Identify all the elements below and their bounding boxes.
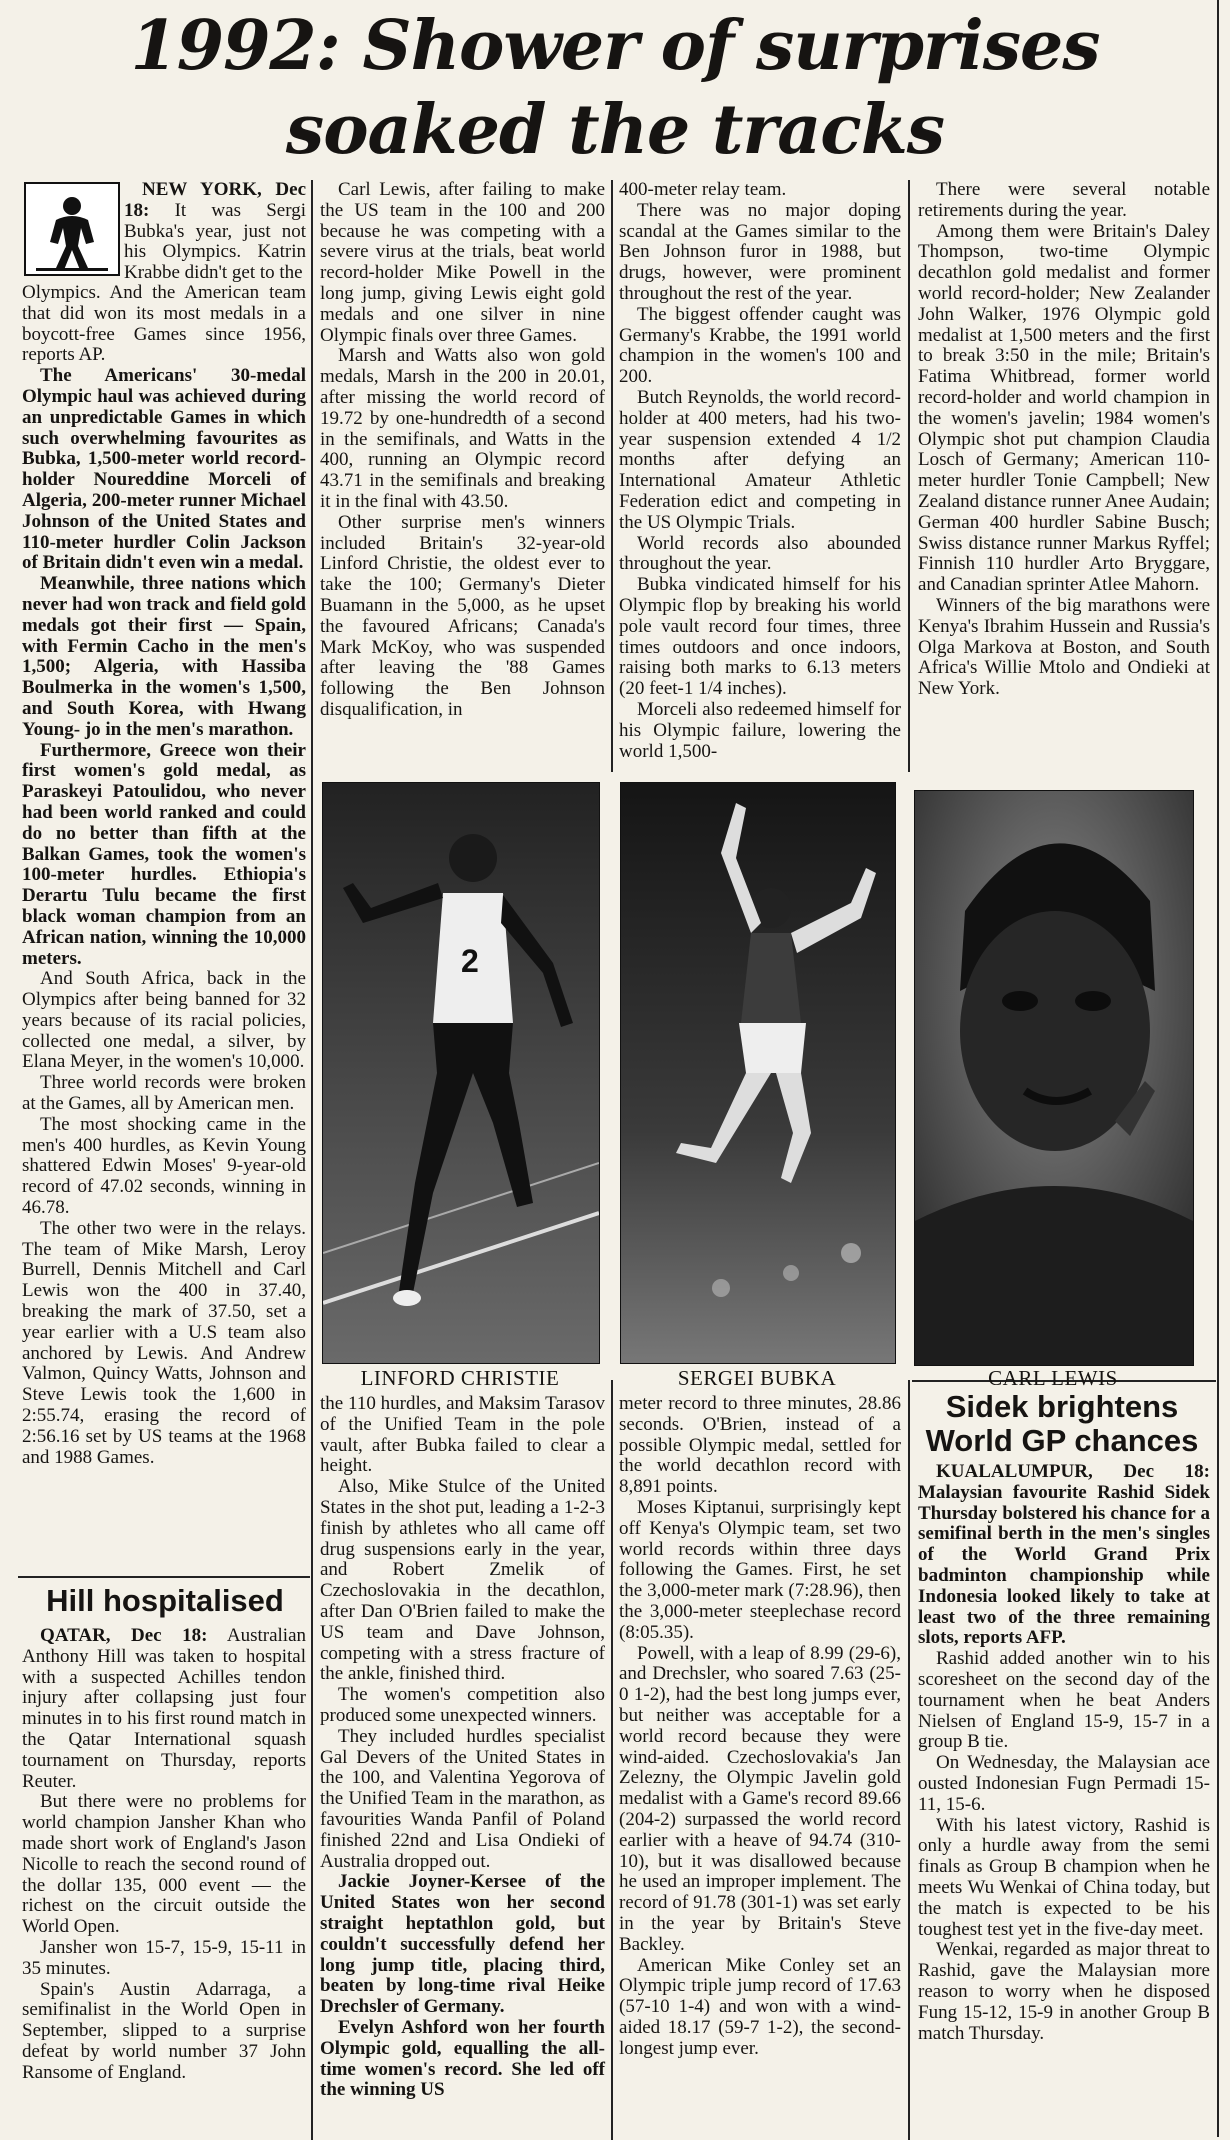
paragraph: Bubka vindicated himself for his Olympic flop by breaking his world pole vault record four times, three times outdoors and once indoors, raising both marks to 6.13 meters (20 feet-1 1/4 inches). [619,574,901,700]
main-article-column-1 [22,283,306,1468]
sprinter-photo [323,783,599,1363]
column-rule [311,180,313,2140]
paragraph: Meanwhile, three nations which never had won track and field gold medals got their first — Spain, with Fermin Cacho in the men's 1,500; Algeria, with Hassiba Boulmerka in the women's 1,500, and South Korea, with Hwang Young- jo in the men's marathon. [22,573,306,740]
paragraph: The biggest offender caught was Germany's Krabbe, the 1991 world champion in the women's 100 and 200. [619,303,901,388]
paragraph: Jackie Joyner-Kersee of the United States won her second straight heptathlon gold, but couldn't successfully defend her long jump title, placing third, beaten by long-time rival Heike Drechsler of Germany. [320,1871,605,2018]
sidek-headline-line2: World GP chances [925,1423,1199,1458]
main-article-column-4 [918,180,1210,700]
pole-vaulter-photo [621,783,895,1363]
paragraph: Evelyn Ashford won her fourth Olympic gold, equalling the all-time women's record. She led off the winning US [320,2016,605,2101]
paragraph: The most shocking came in the men's 400 hurdles, as Kevin Young shattered Edwin Moses' 9-year-old record of 47.02 seconds, winning in 46.78. [22,1113,306,1219]
sidek-headline-line1: Sidek brightens [945,1389,1179,1424]
headline-line2: soaked the tracks [285,90,945,170]
paragraph: Furthermore, Greece won their first women's gold medal, as Paraskeyi Patoulidou, who never had been world ranked and could do no better than fifth at the Balkan Games, took the women's 100-meter hurdles. Ethiopia's Derartu Tulu became the first black woman champion from an African nation, winning the 10,000 meters. [22,739,306,969]
dateline: NEW YORK, Dec 18: [124,179,306,221]
column-rule [908,1380,910,2140]
paragraph: Butch Reynolds, the world record-holder at 400 meters, had his two-year suspension extended 4 1/2 months after defying an International Amateur Athletic Federation edict and competing in the US Olympic Trials. [619,386,901,533]
main-article-column-2 [320,180,605,721]
paragraph: Among them were Britain's Daley Thompson, two-time Olympic decathlon gold medalist and former world record-holder; New Zealander John Walker, 1976 Olympic gold medalist at 1,500 meters and the first to break 3:50 in the mile; Britain's Fatima Whitbread, former world record-holder and world champion in the women's javelin; 1984 women's Olympic shot put champion Claudia Losch of Germany; American 110-meter hurdler Tonie Campbell; New Zealand distance runner Anee Audain; German 400 hurdler Sabine Busch; Swiss distance runner Markus Ryffel; Finnish 110 hurdler Arto Bryggare, and Canadian sprinter Atlee Mahorn. [918,220,1210,596]
column-rule [908,180,910,772]
photo-caption: SERGEI BUBKA [677,1366,837,1390]
main-article-column-2-continued [320,1394,605,2101]
paragraph: There were several notable retirements during the year. [918,179,1210,221]
paragraph: And South Africa, back in the Olympics after being banned for 32 years because of its racial policies, collected one medal, a silver, by Elana Meyer, in the women's 10,000. [22,968,306,1073]
paragraph: With his latest victory, Rashid is only a hurdle away from the semi finals as Group B champion when he meets Wu Wenkai of China today, but the match is expected to be his toughest test yet in the five-day meet. [918,1814,1210,1940]
paragraph: World records also abounded throughout the year. [619,532,901,575]
main-article-column-3-continued [619,1394,901,2060]
paragraph: The other two were in the relays. The team of Mike Marsh, Leroy Burrell, Dennis Mitchell and Carl Lewis won the 400 in 37.40, breaking the mark of 37.50, set a year earlier with a U.S team also anchored by Lewis. And Andrew Valmon, Quincy Watts, Johnson and Steve Lewis took the 1,600 in 2:55.74, erasing the record of 2:56.16 set by US teams at the 1968 and 1988 Games. [22,1217,306,1468]
paragraph: The Americans' 30-medal Olympic haul was achieved during an unpredictable Games in which such overwhelming favourites as Bubka, 1,500-meter world record-holder Noureddine Morceli of Algeria, 200-meter runner Michael Johnson of the United States and 110-meter hurdler Colin Jackson of Britain didn't even win a medal. [22,365,306,574]
paragraph: On Wednesday, the Malaysian ace ousted Indonesian Fugn Permadi 15-11, 15-6. [918,1752,1210,1815]
paragraph: the 110 hurdles, and Maksim Tarasov of the Unified Team in the pole vault, after Bubka failed to clear a height. [320,1393,605,1477]
photo-sergei-bubka [620,782,896,1364]
dateline: KUALALUMPUR, Dec 18: [936,1461,1210,1482]
photo-linford-christie [322,782,600,1364]
main-article-column-3 [619,180,901,762]
headline [0,4,1230,172]
bib-number: 2 [461,943,479,979]
paragraph: Morceli also redeemed himself for his Olympic failure, lowering the world 1,500- [619,698,901,762]
sprinter-logo [24,182,120,276]
paragraph: There was no major doping scandal at the Games similar to the Ben Johnson furor in 1988, but drugs, however, were prominent throughout the rest of the year. [619,199,901,304]
portrait-photo [915,791,1193,1365]
page-edge-rule [1217,0,1219,2137]
sidek-headline [914,1390,1210,1458]
photo-caption: LINFORD CHRISTIE [360,1366,560,1390]
sprinter-icon [26,184,118,274]
paragraph: They included hurdles specialist Gal Devers of the United States in the 100, and Valentina Yegorova of the Unified Team in the marathon, as favourities Wanda Panfil of Poland finished 22nd and Lisa Ondieki of Australia dropped out. [320,1725,605,1872]
headline-line1: 1992: Shower of surprises [130,6,1100,86]
lead-paragraph [124,180,306,284]
hill-headline: Hill hospitalised [46,1583,284,1618]
hill-article [22,1626,306,2084]
paragraph: Wenkai, regarded as major threat to Rashid, gave the Malaysian more reason to worry when he disposed Fung 15-12, 15-9 in another Group B match Thursday. [918,1939,1210,2044]
paragraph: Jansher won 15-7, 15-9, 15-11 in 35 minutes. [22,1936,306,1979]
paragraph: Rashid added another win to his scoresheet on the second day of the tournament when he beat Anders Nielsen of England 15-9, 15-7 in a group B tie. [918,1648,1210,1753]
paragraph: Carl Lewis, after failing to make the US team in the 100 and 200 because he was competing with a severe virus at the trials, beat world record-holder Mike Powell in the long jump, giving Lewis eight gold medals and one silver in nine Olympic finals over three Games. [320,179,605,346]
paragraph: Spain's Austin Adarraga, a semifinalist in the World Open in September, slipped to a surprise defeat by world number 37 John Ransome of England. [22,1978,306,2083]
sidek-article [918,1462,1210,2044]
photo-caption: CARL LEWIS [988,1366,1118,1390]
paragraph: The women's competition also produced some unexpected winners. [320,1684,605,1726]
dateline: QATAR, Dec 18: [40,1625,208,1646]
paragraph: Three world records were broken at the Games, all by American men. [22,1072,306,1115]
photo-carl-lewis [914,790,1194,1366]
paragraph: Other surprise men's winners included Britain's 32-year-old Linford Christie, the oldest ever to take the 100; Germany's Dieter Buamann in the 5,000, as he upset the favoured Africans; Canada's Mark McKoy, who was suspended after leaving the '88 Games following the Ben Johnson disqualification, in [320,511,605,720]
paragraph: 400-meter relay team. [619,179,787,200]
paragraph: Marsh and Watts also won gold medals, Marsh in the 200 in 20.01, after missing the world record of 19.72 by one-hundredth of a second in the semifinals, and Watts in the 400, running an Olympic record 43.71 in the semifinals and breaking it in the final with 43.50. [320,345,605,512]
column-rule [611,180,613,772]
lead-text: It was Sergi Bubka's year, just not his Olympics. Katrin Krabbe didn't get to the [124,199,306,284]
paragraph: But there were no problems for world champion Jansher Khan who made short work of England's Jason Nicolle to reach the second round of the dollar 135, 000 event — the richest on the circuit outside the World Open. [22,1791,306,1938]
paragraph: Olympics. And the American team that did won its most medals in a boycott-free Games since 1956, reports AP. [22,282,306,366]
section-rule [18,1576,310,1578]
paragraph: American Mike Conley set an Olympic triple jump record of 17.63 (57-10 1-4) and won with a wind-aided 18.17 (59-7 1-2), the second-longest jump ever. [619,1954,901,2059]
paragraph: Moses Kiptanui, surprisingly kept off Kenya's Olympic team, set two world records within three days following the Games. First, he set the 3,000-meter mark (7:28.96), then the 3,000-meter steeplechase record (8:05.35). [619,1496,901,1643]
paragraph: Malaysian favourite Rashid Sidek Thursday bolstered his chance for a semifinal berth in the men's singles of the World Grand Prix badminton championship while Indonesia looked likely to take at least two of the three remaining slots, reports AFP. [918,1481,1210,1649]
paragraph: Also, Mike Stulce of the United States in the shot put, leading a 1-2-3 finish by athletes who all came off drug suspensions early in the year, and Robert Zmelik of Czechoslovakia in the decathlon, after Dan O'Brien failed to make the US team and Dave Johnson, competing with a stress fracture of the ankle, finished third. [320,1476,605,1685]
paragraph: meter record to three minutes, 28.86 seconds. O'Brien, instead of a possible Olympic medal, settled for the world decathlon record with 8,891 points. [619,1393,901,1498]
paragraph: Winners of the big marathons were Kenya's Ibrahim Hussein and Russia's Olga Markova at Boston, and South Africa's Willie Mtolo and Ondieki at New York. [918,594,1210,700]
paragraph: Australian Anthony Hill was taken to hospital with a suspected Achilles tendon injury after collapsing just four minutes in to his first round match in the Qatar International squash tournament on Thursday, reports Reuter. [22,1625,307,1792]
column-rule [611,1380,613,2140]
paragraph: Powell, with a leap of 8.99 (29-6), and Drechsler, who soared 7.63 (25-0 1-2), had the best long jumps ever, but neither was acceptable for a world record because they were wind-aided. Czechoslovakia's Jan Zelezny, the Olympic Javelin gold medalist with a Game's record 89.66 (204-2) surpassed the world record earlier with a heave of 94.74 (310-10), but it was disallowed because he used an improper implement. The record of 91.78 (301-1) was set early in the year by Britain's Steve Backley. [619,1642,901,1955]
